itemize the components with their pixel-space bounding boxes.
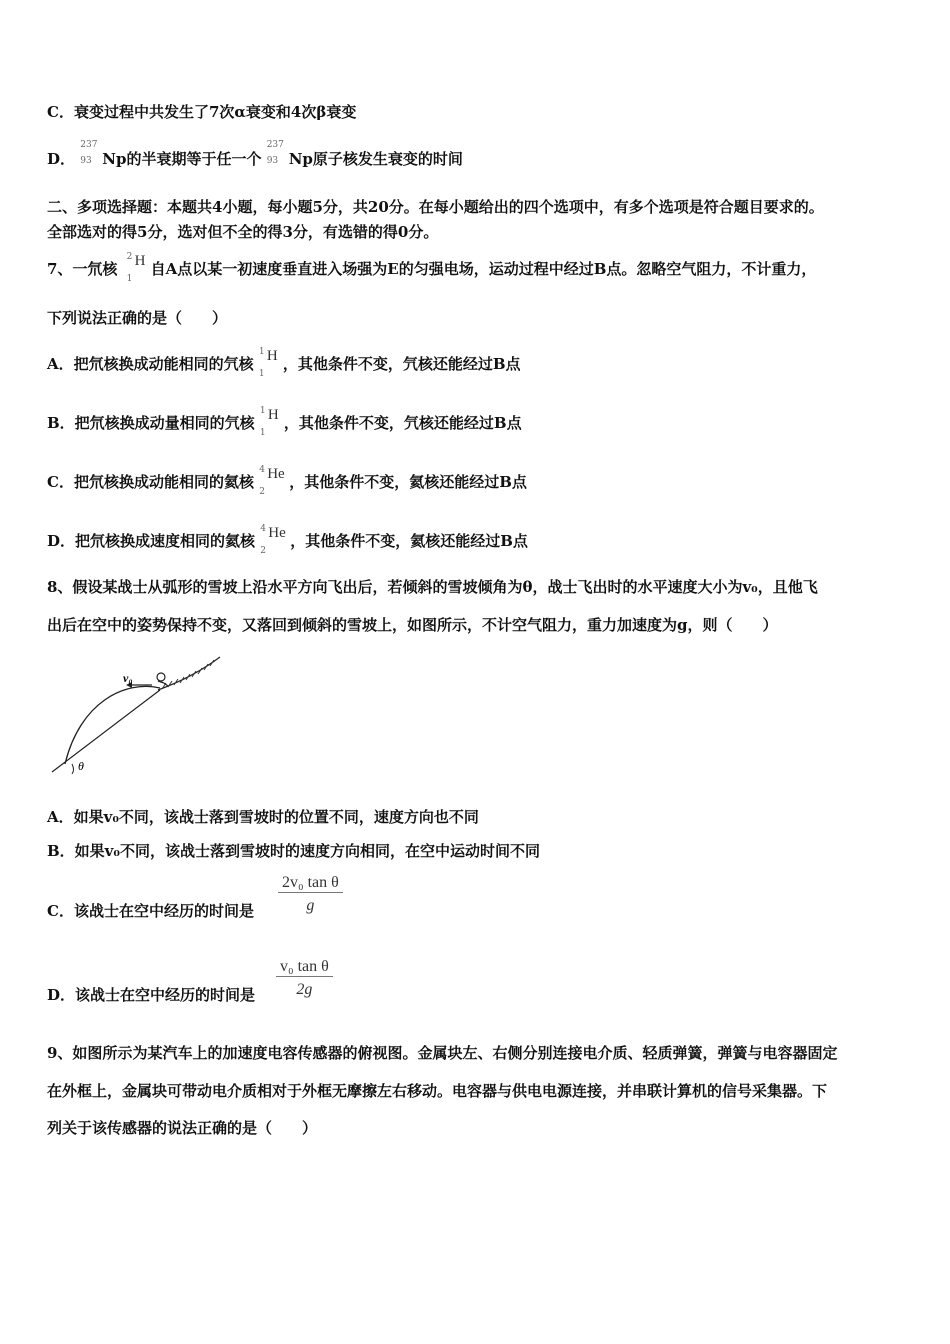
v0-label: v₀ [123,671,133,685]
q7-option-c-tail: ，其他条件不变，氦核还能经过B点 [289,473,527,491]
fraction-c-denominator: g [306,897,315,914]
section2-heading-line2: 全部选对的得5分，选对但不全的得3分，有选错的得0分。 [47,223,439,241]
q9-stem-line2: 在外框上，金属块可带动电介质相对于外框无摩擦左右移动。电容器与供电电源连接，并串联计算机的信号采集器。下 [47,1082,828,1100]
q8-option-c-fraction [278,874,343,915]
q7-option-b-text: B．把氘核换成动量相同的氕核 [47,414,255,432]
q7-option-b-tail: ，其他条件不变，氕核还能经过B点 [283,414,522,432]
q8-option-c: C．该战士在空中经历的时间是 [47,902,254,920]
q8-stem-line1: 8、假设某战士从弧形的雪坡上沿水平方向飞出后，若倾斜的雪坡倾角为θ，战士飞出时的水平速度大小为v₀，且他飞 [47,578,818,596]
slope-hatching [162,660,214,689]
q7-option-d-text: D．把氘核换成速度相同的氦核 [47,532,256,550]
section2-heading-line1: 二、多项选择题：本题共4小题，每小题5分，共20分。在每小题给出的四个选项中，有多个选项是符合题目要求的。 [47,198,824,216]
np-nuclide-notation-2: 237 93 [266,140,284,166]
trajectory-arc [65,686,160,764]
q7-option-c [47,465,527,497]
q6-option-d [47,140,463,170]
angle-arc [72,764,74,774]
q8-option-d: D．该战士在空中经历的时间是 [47,986,256,1004]
soldier-icon [157,673,165,681]
q7-option-d [47,524,528,556]
np-nuclide-notation: 237 93 [80,140,98,166]
protium-notation: 1 1 H [258,347,278,379]
q7-stem-line2: 下列说法正确的是（ ） [47,309,228,327]
fraction-c-numerator: 2v₀ tan θ [278,874,343,893]
q9-stem-line1: 9、如图所示为某汽车上的加速度电容传感器的俯视图。金属块左、右侧分别连接电介质、轻质弹簧，弹簧与电容器固定 [47,1044,838,1062]
theta-label: θ [78,759,84,773]
incline-line [52,690,160,772]
q6-option-d-suffix: Np原子核发生衰变的时间 [288,150,463,168]
q7-stem [47,252,817,284]
q8-option-a: A．如果v₀不同，该战士落到雪坡时的位置不同，速度方向也不同 [47,808,479,826]
q7-stem-start: 7、一氘核 [47,260,118,278]
ski-slope-figure [50,652,230,777]
q7-stem-rest: 自A点以某一初速度垂直进入场强为E的匀强电场，运动过程中经过B点。忽略空气阻力，不计重力， [150,260,817,278]
q7-option-d-tail: ，其他条件不变，氦核还能经过B点 [290,532,528,550]
q8-option-d-fraction [276,958,333,999]
q6-option-c: C．衰变过程中共发生了7次α衰变和4次β衰变 [47,103,357,121]
deuteron-notation: 2 1 H [126,252,146,284]
q7-option-b [47,406,522,438]
fraction-d-denominator: 2g [296,981,313,998]
q8-stem-line2: 出后在空中的姿势保持不变，又落回到倾斜的雪坡上，如图所示，不计空气阻力，重力加速度为g，则（ ） [47,616,778,634]
fraction-d-numerator: v₀ tan θ [276,958,333,977]
helium-notation-d: 4 2 He [260,524,286,556]
q6-option-d-mid: Np的半衰期等于任一个 [102,150,262,168]
q7-option-a-text: A．把氘核换成动能相同的氕核 [47,355,254,373]
q7-option-a [47,347,521,379]
q7-option-c-text: C．把氘核换成动能相同的氦核 [47,473,254,491]
q9-stem-line3: 列关于该传感器的说法正确的是（ ） [47,1119,318,1137]
q7-option-a-tail: ，其他条件不变，氕核还能经过B点 [282,355,521,373]
helium-notation: 4 2 He [259,465,285,497]
q8-option-b: B．如果v₀不同，该战士落到雪坡时的速度方向相同，在空中运动时间不同 [47,842,540,860]
q6-option-d-prefix: D． [47,150,76,168]
protium-notation-b: 1 1 H [259,406,279,438]
